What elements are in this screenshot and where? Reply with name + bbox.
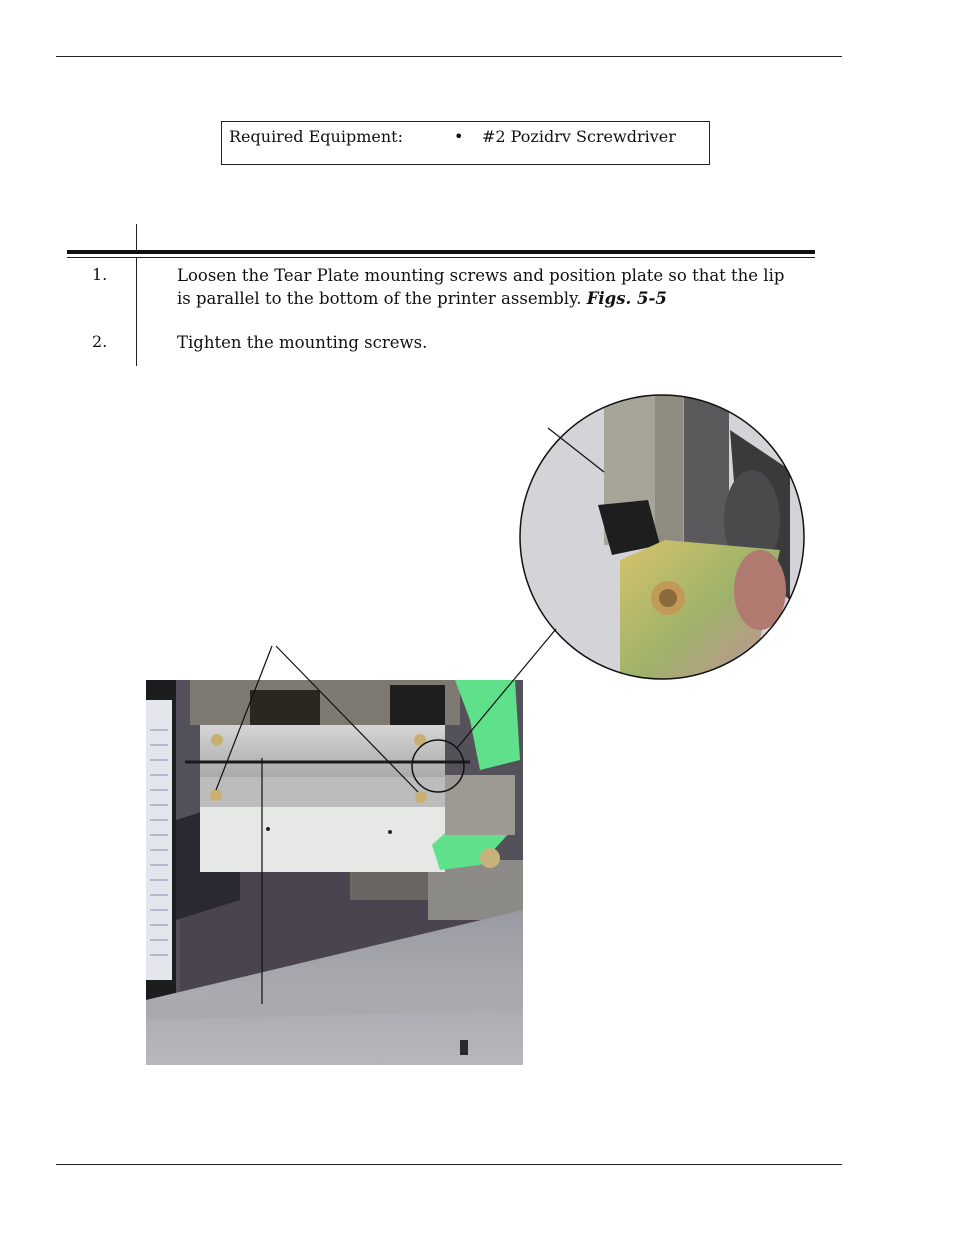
equipment-bullet: • — [454, 127, 464, 146]
equipment-item: #2 Pozidrv Screwdriver — [482, 127, 676, 146]
footer-rule — [56, 1164, 842, 1165]
step-1-body: Loosen the Tear Plate mounting screws and position plate so that the lip is parallel to the bottom of the printer assembly. — [177, 266, 785, 308]
step-1-number: 1. — [92, 265, 108, 284]
printer-photo — [146, 680, 523, 1065]
step-1-figure-ref: Figs. 5-5 — [586, 289, 667, 308]
step-2-number: 2. — [92, 332, 108, 351]
step-2-text: Tighten the mounting screws. — [177, 333, 428, 352]
equipment-label: Required Equipment: — [229, 127, 403, 146]
